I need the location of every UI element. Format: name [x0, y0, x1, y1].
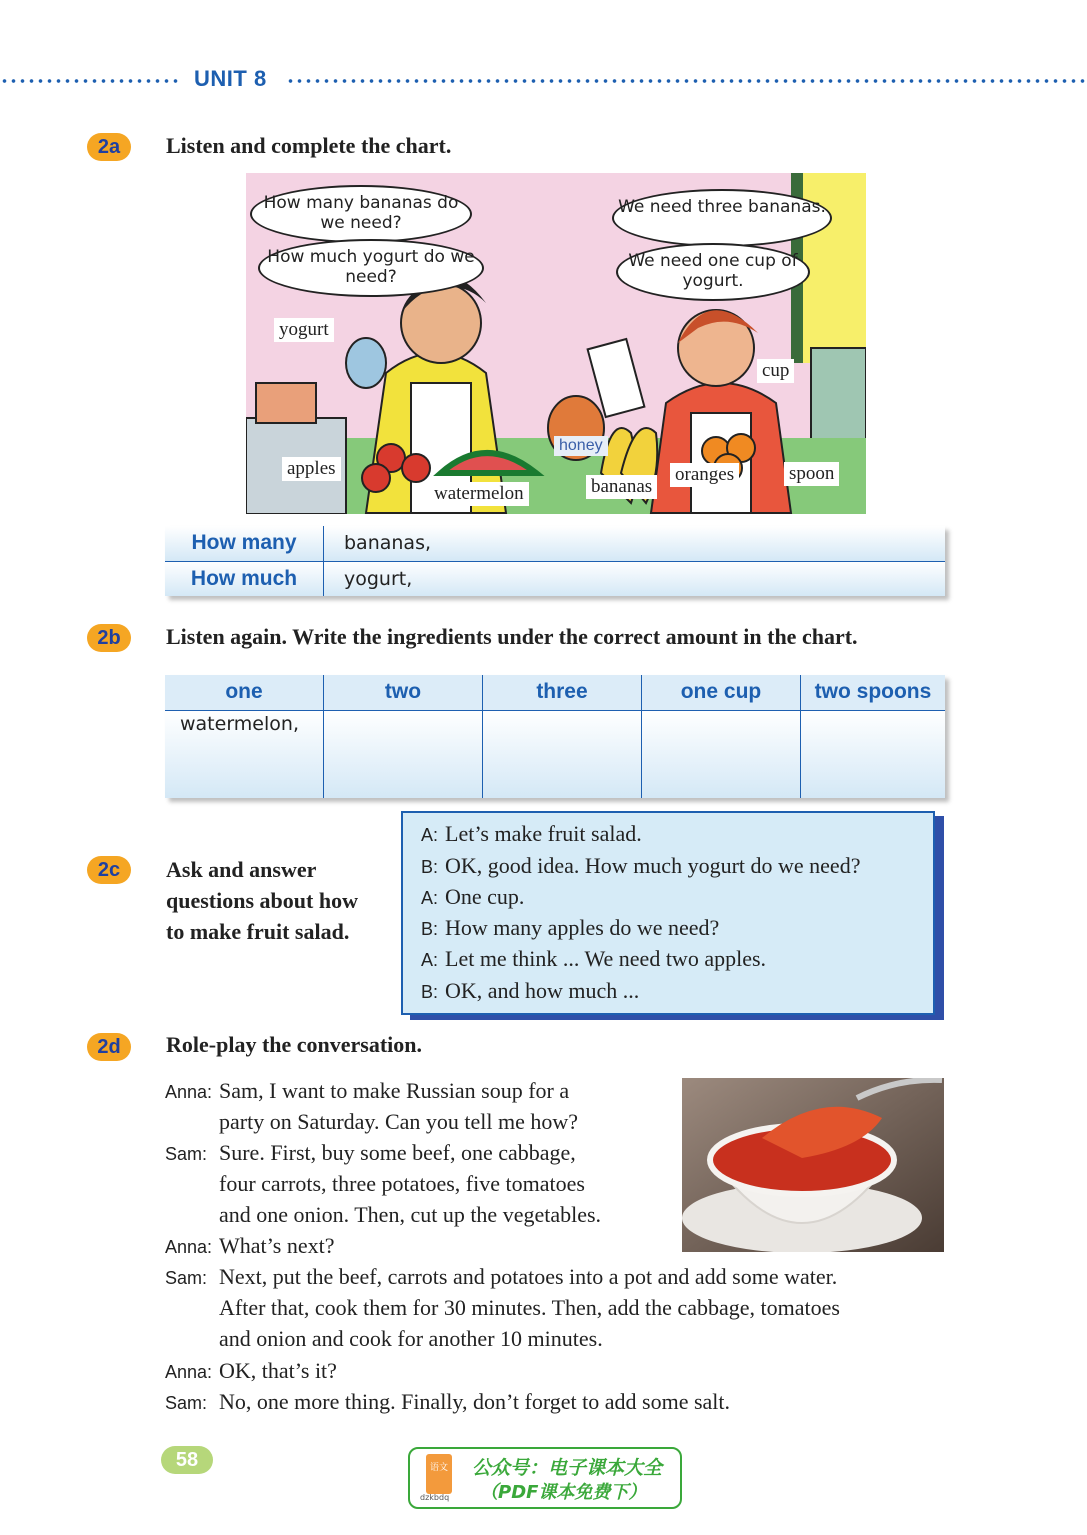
bubble-three-bananas: We need three bananas.: [612, 189, 832, 247]
conv-text: Sure. First, buy some beef, one cabbage,: [219, 1140, 576, 1165]
stamp-line-1: 公众号：电子课本大全: [472, 1457, 663, 1479]
chart-2b: [165, 675, 945, 798]
cell-three[interactable]: [483, 710, 642, 798]
conv-text: four carrots, three potatoes, five tomatoes: [219, 1171, 585, 1196]
cell-two-spoons[interactable]: [801, 710, 946, 798]
table-header-row: [165, 675, 945, 710]
conv-speaker: Sam:: [165, 1268, 208, 1288]
bubble-how-much-yogurt: How much yogurt do we need?: [258, 239, 484, 297]
conv-speaker: Anna:: [165, 1082, 213, 1102]
instruction-2c: Ask and answer questions about how to make fruit salad.: [166, 857, 358, 944]
dialogue-line: A: One cup.: [421, 884, 525, 909]
conv-text: No, one more thing. Finally, don’t forget to add some salt.: [219, 1389, 731, 1414]
book-icon: 语文: [426, 1454, 452, 1494]
conv-text: and onion and cook for another 10 minutes.: [219, 1326, 603, 1351]
watermark-stamp: [408, 1447, 682, 1509]
conv-speaker: Sam:: [165, 1393, 208, 1413]
cell-one-cup[interactable]: [642, 710, 801, 798]
col-one: one: [165, 675, 324, 710]
unit-title: UNIT 8: [194, 66, 267, 91]
dialogue-2c: [401, 811, 935, 1015]
dialogue-line: B: OK, good idea. How much yogurt do we need?: [421, 853, 861, 878]
badge-2b: 2b: [87, 624, 131, 652]
label-cup: cup: [757, 359, 794, 383]
row-head-how-much: How much: [165, 561, 324, 596]
conv-text: and one onion. Then, cut up the vegetables.: [219, 1202, 602, 1227]
conv-text: After that, cook them for 30 minutes. Then, add the cabbage, tomatoes: [219, 1295, 840, 1320]
conv-text: OK, that’s it?: [219, 1358, 337, 1383]
conv-speaker: Sam:: [165, 1144, 208, 1164]
page-number: 58: [161, 1446, 213, 1474]
instruction-2a: Listen and complete the chart.: [166, 133, 452, 158]
label-bananas: bananas: [586, 475, 657, 499]
row-value-how-many[interactable]: bananas,: [324, 526, 946, 561]
instruction-2d: Role-play the conversation.: [166, 1032, 423, 1057]
soup-image: [682, 1078, 944, 1252]
table-row: [165, 710, 945, 798]
conv-speaker: Anna:: [165, 1362, 213, 1382]
label-honey: honey: [554, 436, 608, 456]
cell-two[interactable]: [324, 710, 483, 798]
dialogue-line: A: Let me think ... We need two apples.: [421, 946, 767, 971]
kitchen-illustration: [246, 173, 866, 514]
conv-text: Next, put the beef, carrots and potatoes into a pot and add some water.: [219, 1264, 838, 1289]
col-one-cup: one cup: [642, 675, 801, 710]
stamp-line-2: （PDF课本免费下）: [480, 1482, 647, 1503]
table-row: [165, 561, 945, 596]
table-row: [165, 526, 945, 561]
dialogue-line: A: Let’s make fruit salad.: [421, 821, 642, 846]
conv-text: Sam, I want to make Russian soup for a: [219, 1078, 570, 1103]
dialogue-line: B: OK, and how much ...: [421, 978, 640, 1003]
row-value-how-much[interactable]: yogurt,: [344, 567, 413, 590]
soup-photo: [682, 1078, 944, 1252]
label-yogurt: yogurt: [274, 318, 334, 342]
col-two: two: [324, 675, 483, 710]
cell-one[interactable]: watermelon,: [165, 710, 324, 798]
chart-2a: [165, 526, 945, 596]
label-watermelon: watermelon: [429, 482, 529, 506]
dialogue-line: B: How many apples do we need?: [421, 915, 720, 940]
bubble-how-many-bananas: How many bananas do we need?: [250, 185, 472, 243]
badge-2d: 2d: [87, 1033, 131, 1061]
stamp-small-text: dzkbdq: [420, 1493, 450, 1502]
row-head-how-many: How many: [165, 526, 324, 561]
conv-text: What’s next?: [219, 1233, 335, 1258]
label-oranges: oranges: [670, 463, 739, 487]
badge-2c: 2c: [87, 856, 131, 884]
col-two-spoons: two spoons: [801, 675, 946, 710]
instruction-2b: Listen again. Write the ingredients under the correct amount in the chart.: [166, 624, 858, 649]
conv-text: party on Saturday. Can you tell me how?: [219, 1109, 579, 1134]
conv-speaker: Anna:: [165, 1237, 213, 1257]
header-dots-right: [286, 78, 1087, 84]
label-apples: apples: [282, 457, 341, 481]
bubble-one-cup-yogurt: We need one cup of yogurt.: [616, 243, 810, 301]
label-spoon: spoon: [784, 462, 839, 486]
col-three: three: [483, 675, 642, 710]
header-dots-left: [0, 78, 182, 84]
badge-2a: 2a: [87, 133, 131, 161]
